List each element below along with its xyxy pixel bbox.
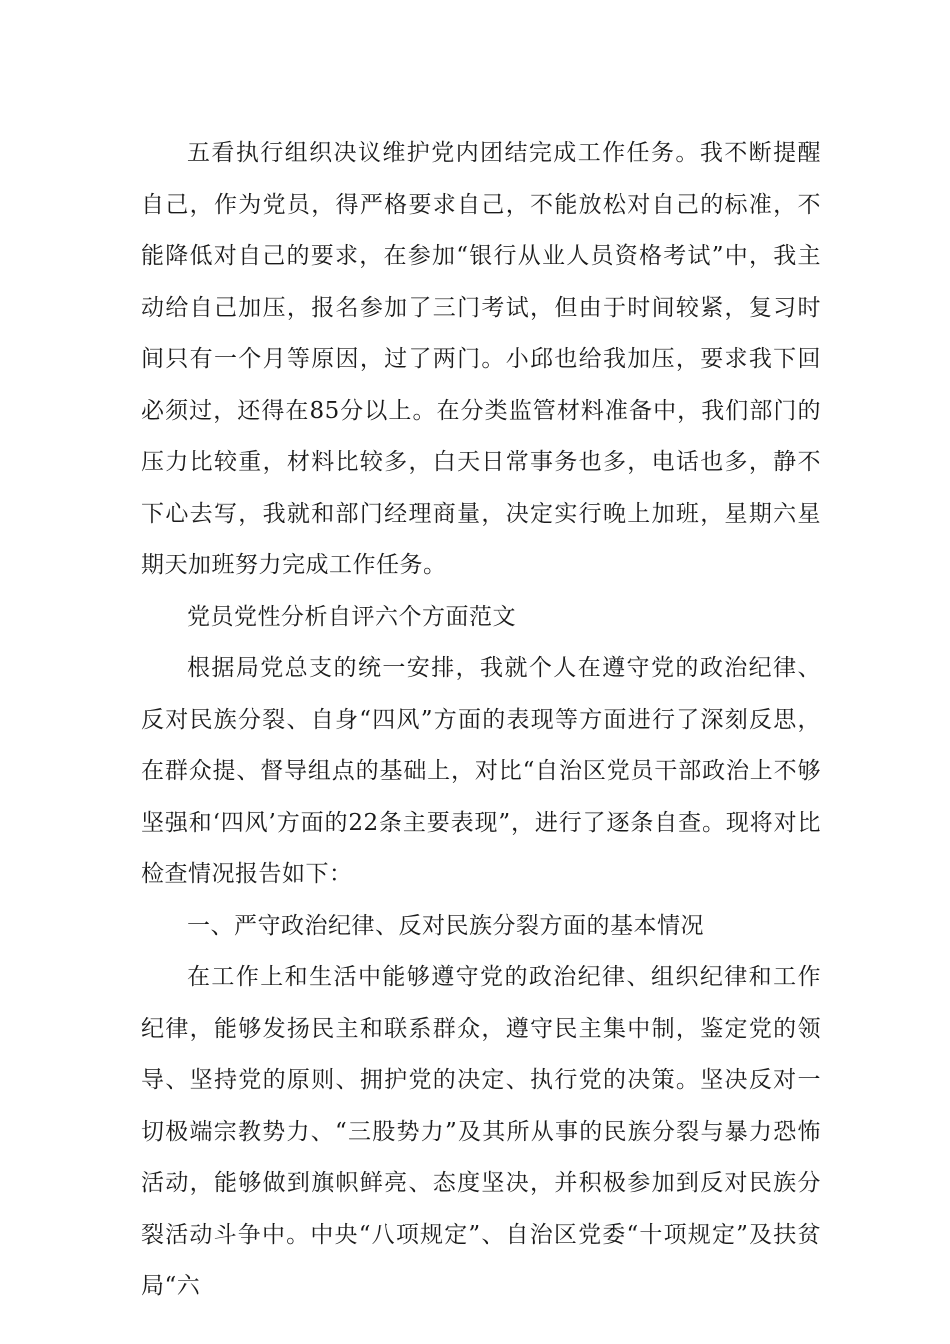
- paragraph-work-tasks: 五看执行组织决议维护党内团结完成工作任务。我不断提醒自己，作为党员，得严格要求自己，不能放松对自己的标准，不能降低对自己的要求，在参加“银行从业人员资格考试”中，我主动给自己加压，报名参加了三门考试，但由于时间较紧，复习时间只有一个月等原因，过了两门。小邱也给我加压，要求我下回必须过，还得在85分以上。在分类监管材料准备中，我们部门的压力比较重，材料比较多，白天日常事务也多，电话也多，静不下心去写，我就和部门经理商量，决定实行晚上加班，星期六星期天加班努力完成工作任务。: [141, 140, 821, 578]
- section-title: 党员党性分析自评六个方面范文: [187, 603, 516, 630]
- paragraph-discipline: 在工作上和生活中能够遵守党的政治纪律、组织纪律和工作纪律，能够发扬民主和联系群众，遵守民主集中制，鉴定党的领导、坚持党的原则、拥护党的决定、执行党的决策。坚决反对一切极端宗教势力、“三股势力”及其所从事的民族分裂与暴力恐怖活动，能够做到旗帜鲜亮、态度坚决，并积极参加到反对民族分裂活动斗争中。中央“八项规定”、自治区党委“十项规定”及扶贫局“六: [141, 964, 821, 1299]
- paragraph-intro: 根据局党总支的统一安排，我就个人在遵守党的政治纪律、反对民族分裂、自身“四风”方面的表现等方面进行了深刻反思，在群众提、督导组点的基础上，对比“自治区党员干部政治上不够坚强和‘四风’方面的22条主要表现”，进行了逐条自查。现将对比检查情况报告如下：: [141, 655, 821, 887]
- section-heading-one: 一、严守政治纪律、反对民族分裂方面的基本情况: [187, 912, 704, 939]
- document-body: [141, 128, 821, 1313]
